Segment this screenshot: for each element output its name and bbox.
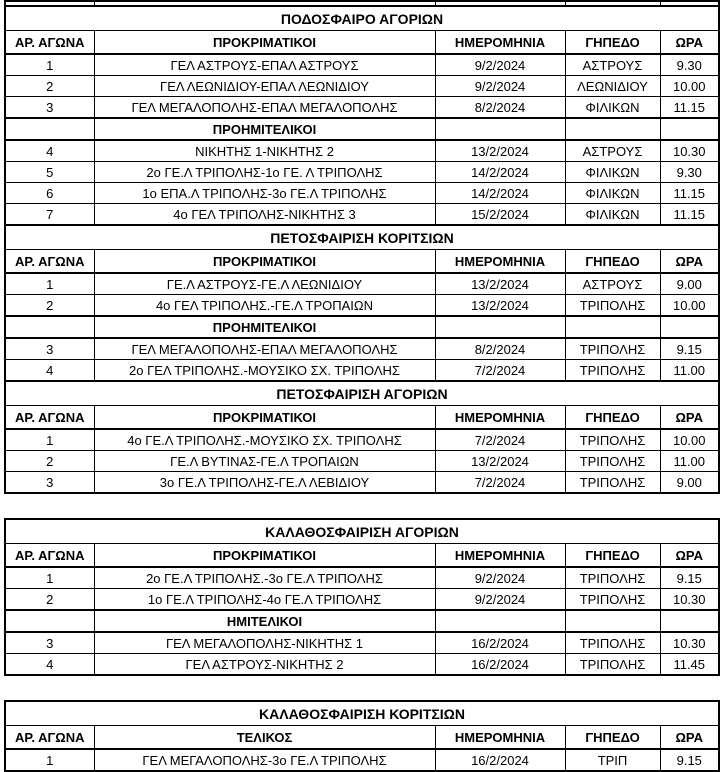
cell-time: 11.00 [660, 451, 719, 472]
cell-venue: ΤΡΙΠΟΛΗΣ [565, 295, 660, 317]
cell-match-no: 7 [5, 204, 94, 226]
col-header-date: ΗΜΕΡΟΜΗΝΙΑ [435, 31, 565, 55]
stage-subheader: ΠΡΟΗΜΙΤΕΛΙΚΟΙ [94, 118, 435, 140]
cell-match-no: 3 [5, 632, 94, 654]
col-header-time: ΩΡΑ [660, 250, 719, 274]
table-row [5, 749, 719, 771]
cell-date: 9/2/2024 [435, 567, 565, 589]
cell-matchup: ΓΕΛ ΑΣΤΡΟΥΣ-ΕΠΑΛ ΑΣΤΡΟΥΣ [94, 54, 435, 76]
col-header-time: ΩΡΑ [660, 544, 719, 568]
cell-venue: ΤΡΙΠΟΛΗΣ [565, 338, 660, 360]
col-header-stage: ΠΡΟΚΡΙΜΑΤΙΚΟΙ [94, 31, 435, 55]
empty-cell [565, 610, 660, 632]
cell-date: 9/2/2024 [435, 76, 565, 97]
col-header-time: ΩΡΑ [660, 406, 719, 430]
column-header-row [5, 31, 719, 55]
col-header-venue: ΓΗΠΕΔΟ [565, 726, 660, 750]
section-title-row [5, 225, 719, 250]
cell-match-no: 4 [5, 360, 94, 382]
cell-date: 16/2/2024 [435, 749, 565, 771]
cell-match-no: 4 [5, 140, 94, 162]
col-header-venue: ΓΗΠΕΔΟ [565, 31, 660, 55]
stage-subheader: ΗΜΙΤΕΛΙΚΟΙ [94, 610, 435, 632]
empty-cell [5, 316, 94, 338]
cell-time: 9.15 [660, 749, 719, 771]
empty-cell [435, 316, 565, 338]
section-title: ΚΑΛΑΘΟΣΦΑΙΡΙΣΗ ΚΟΡΙΤΣΙΩΝ [5, 701, 719, 726]
cell-matchup: ΓΕΛ ΜΕΓΑΛΟΠΟΛΗΣ-ΕΠΑΛ ΜΕΓΑΛΟΠΟΛΗΣ [94, 97, 435, 119]
cell-matchup: 4ο ΓΕΛ ΤΡΙΠΟΛΗΣ.-ΓΕ.Λ ΤΡΟΠΑΙΩΝ [94, 295, 435, 317]
cell-date: 7/2/2024 [435, 472, 565, 494]
cell-matchup: 2ο ΓΕ.Λ ΤΡΙΠΟΛΗΣ-1ο ΓΕ. Λ ΤΡΙΠΟΛΗΣ [94, 162, 435, 183]
section-title-row [5, 381, 719, 406]
col-header-time: ΩΡΑ [660, 726, 719, 750]
col-header-stage: ΠΡΟΚΡΙΜΑΤΙΚΟΙ [94, 250, 435, 274]
table-row [5, 183, 719, 204]
cell-date: 9/2/2024 [435, 54, 565, 76]
cell-venue: ΤΡΙΠΟΛΗΣ [565, 451, 660, 472]
col-header-stage: ΠΡΟΚΡΙΜΑΤΙΚΟΙ [94, 406, 435, 430]
col-header-venue: ΓΗΠΕΔΟ [565, 406, 660, 430]
cell-venue: ΑΣΤΡΟΥΣ [565, 140, 660, 162]
col-header-venue: ΓΗΠΕΔΟ [565, 544, 660, 568]
cell-venue: ΤΡΙΠΟΛΗΣ [565, 654, 660, 676]
column-header-row [5, 406, 719, 430]
column-header-row [5, 250, 719, 274]
empty-cell [565, 316, 660, 338]
cell-time: 10.30 [660, 632, 719, 654]
cell-match-no: 6 [5, 183, 94, 204]
cell-time: 10.00 [660, 76, 719, 97]
cell-venue: ΤΡΙΠ [565, 749, 660, 771]
table-row [5, 338, 719, 360]
cell-date: 13/2/2024 [435, 451, 565, 472]
empty-cell [660, 118, 719, 140]
cell-venue: ΦΙΛΙΚΩΝ [565, 183, 660, 204]
schedule-table [4, 700, 720, 772]
col-header-stage: ΤΕΛΙΚΟΣ [94, 726, 435, 750]
cell-date: 16/2/2024 [435, 632, 565, 654]
table-row [5, 162, 719, 183]
section-title-row [5, 519, 719, 544]
cell-match-no: 1 [5, 749, 94, 771]
section-title: ΠΕΤΟΣΦΑΙΡΙΣΗ ΑΓΟΡΙΩΝ [5, 381, 719, 406]
col-header-date: ΗΜΕΡΟΜΗΝΙΑ [435, 250, 565, 274]
cell-time: 11.15 [660, 97, 719, 119]
cell-matchup: 2ο ΓΕΛ ΤΡΙΠΟΛΗΣ.-ΜΟΥΣΙΚΟ ΣΧ. ΤΡΙΠΟΛΗΣ [94, 360, 435, 382]
cell-match-no: 1 [5, 54, 94, 76]
table-row [5, 429, 719, 451]
cell-venue: ΑΣΤΡΟΥΣ [565, 273, 660, 295]
cell-venue: ΤΡΙΠΟΛΗΣ [565, 632, 660, 654]
cell-matchup: 1ο ΓΕ.Λ ΤΡΙΠΟΛΗΣ-4ο ΓΕ.Λ ΤΡΙΠΟΛΗΣ [94, 589, 435, 611]
cell-date: 14/2/2024 [435, 183, 565, 204]
table-row [5, 54, 719, 76]
empty-cell [5, 118, 94, 140]
cell-time: 9.30 [660, 162, 719, 183]
cell-match-no: 2 [5, 295, 94, 317]
stage-subheader: ΠΡΟΗΜΙΤΕΛΙΚΟΙ [94, 316, 435, 338]
section-title: ΠΟΔΟΣΦΑΙΡΟ ΑΓΟΡΙΩΝ [5, 6, 719, 31]
table-row [5, 204, 719, 226]
cell-matchup: 4ο ΓΕΛ ΤΡΙΠΟΛΗΣ-ΝΙΚΗΤΗΣ 3 [94, 204, 435, 226]
cell-date: 14/2/2024 [435, 162, 565, 183]
col-header-stage: ΠΡΟΚΡΙΜΑΤΙΚΟΙ [94, 544, 435, 568]
col-header-match-no: ΑΡ. ΑΓΩΝΑ [5, 250, 94, 274]
schedule-table [4, 518, 720, 676]
col-header-venue: ΓΗΠΕΔΟ [565, 250, 660, 274]
stage-subheader-row [5, 118, 719, 140]
table-row [5, 472, 719, 494]
cell-matchup: ΓΕΛ ΜΕΓΑΛΟΠΟΛΗΣ-ΝΙΚΗΤΗΣ 1 [94, 632, 435, 654]
col-header-match-no: ΑΡ. ΑΓΩΝΑ [5, 31, 94, 55]
cell-time: 11.45 [660, 654, 719, 676]
col-header-match-no: ΑΡ. ΑΓΩΝΑ [5, 544, 94, 568]
stage-subheader-row [5, 610, 719, 632]
cell-time: 9.00 [660, 273, 719, 295]
cell-matchup: 2ο ΓΕ.Λ ΤΡΙΠΟΛΗΣ.-3ο ΓΕ.Λ ΤΡΙΠΟΛΗΣ [94, 567, 435, 589]
cell-date: 8/2/2024 [435, 97, 565, 119]
cell-venue: ΤΡΙΠΟΛΗΣ [565, 472, 660, 494]
cell-venue: ΦΙΛΙΚΩΝ [565, 97, 660, 119]
cell-matchup: ΓΕΛ ΜΕΓΑΛΟΠΟΛΗΣ-3ο ΓΕ.Λ ΤΡΙΠΟΛΗΣ [94, 749, 435, 771]
cell-venue: ΤΡΙΠΟΛΗΣ [565, 567, 660, 589]
cell-matchup: 3ο ΓΕ.Λ ΤΡΙΠΟΛΗΣ-ΓΕ.Λ ΛΕΒΙΔΙΟΥ [94, 472, 435, 494]
cell-time: 10.00 [660, 429, 719, 451]
col-header-time: ΩΡΑ [660, 31, 719, 55]
table-row [5, 295, 719, 317]
cell-venue: ΦΙΛΙΚΩΝ [565, 204, 660, 226]
section-title-row [5, 6, 719, 31]
cell-match-no: 2 [5, 589, 94, 611]
cell-match-no: 3 [5, 472, 94, 494]
cell-match-no: 2 [5, 76, 94, 97]
empty-cell [5, 610, 94, 632]
table-row [5, 451, 719, 472]
cell-date: 9/2/2024 [435, 589, 565, 611]
cell-date: 13/2/2024 [435, 273, 565, 295]
cell-date: 7/2/2024 [435, 360, 565, 382]
cell-date: 13/2/2024 [435, 295, 565, 317]
cell-match-no: 1 [5, 567, 94, 589]
cell-date: 8/2/2024 [435, 338, 565, 360]
section-title: ΚΑΛΑΘΟΣΦΑΙΡΙΣΗ ΑΓΟΡΙΩΝ [5, 519, 719, 544]
schedule-table [4, 0, 720, 494]
table-row [5, 140, 719, 162]
col-header-date: ΗΜΕΡΟΜΗΝΙΑ [435, 544, 565, 568]
table-row [5, 273, 719, 295]
empty-cell [565, 118, 660, 140]
empty-cell [660, 316, 719, 338]
table-row [5, 589, 719, 611]
schedule-tables [4, 0, 723, 772]
cell-match-no: 4 [5, 654, 94, 676]
cell-matchup: ΓΕΛ ΛΕΩΝΙΔΙΟΥ-ΕΠΑΛ ΛΕΩΝΙΔΙΟΥ [94, 76, 435, 97]
cell-venue: ΤΡΙΠΟΛΗΣ [565, 360, 660, 382]
cell-match-no: 5 [5, 162, 94, 183]
cell-time: 11.15 [660, 204, 719, 226]
cell-venue: ΑΣΤΡΟΥΣ [565, 54, 660, 76]
cell-venue: ΤΡΙΠΟΛΗΣ [565, 589, 660, 611]
empty-cell [435, 610, 565, 632]
section-title-row [5, 701, 719, 726]
cell-matchup: ΓΕΛ ΑΣΤΡΟΥΣ-ΝΙΚΗΤΗΣ 2 [94, 654, 435, 676]
cell-time: 10.00 [660, 295, 719, 317]
column-header-row [5, 544, 719, 568]
cell-venue: ΛΕΩΝΙΔΙΟΥ [565, 76, 660, 97]
cell-time: 9.15 [660, 338, 719, 360]
table-row [5, 97, 719, 119]
empty-cell [435, 118, 565, 140]
cell-time: 10.30 [660, 589, 719, 611]
col-header-match-no: ΑΡ. ΑΓΩΝΑ [5, 406, 94, 430]
cell-date: 16/2/2024 [435, 654, 565, 676]
cell-match-no: 2 [5, 451, 94, 472]
cell-venue: ΦΙΛΙΚΩΝ [565, 162, 660, 183]
cell-match-no: 1 [5, 429, 94, 451]
cell-time: 11.00 [660, 360, 719, 382]
cell-matchup: ΓΕ.Λ ΒΥΤΙΝΑΣ-ΓΕ.Λ ΤΡΟΠΑΙΩΝ [94, 451, 435, 472]
cell-time: 9.30 [660, 54, 719, 76]
cell-date: 13/2/2024 [435, 140, 565, 162]
cell-date: 7/2/2024 [435, 429, 565, 451]
empty-cell [660, 610, 719, 632]
cell-time: 11.15 [660, 183, 719, 204]
cell-matchup: ΓΕ.Λ ΑΣΤΡΟΥΣ-ΓΕ.Λ ΛΕΩΝΙΔΙΟΥ [94, 273, 435, 295]
table-row [5, 567, 719, 589]
cell-time: 9.00 [660, 472, 719, 494]
cell-match-no: 1 [5, 273, 94, 295]
table-row [5, 654, 719, 676]
table-row [5, 76, 719, 97]
cell-time: 9.15 [660, 567, 719, 589]
cell-match-no: 3 [5, 338, 94, 360]
cell-matchup: 4ο ΓΕ.Λ ΤΡΙΠΟΛΗΣ.-ΜΟΥΣΙΚΟ ΣΧ. ΤΡΙΠΟΛΗΣ [94, 429, 435, 451]
col-header-date: ΗΜΕΡΟΜΗΝΙΑ [435, 406, 565, 430]
cell-matchup: ΝΙΚΗΤΗΣ 1-ΝΙΚΗΤΗΣ 2 [94, 140, 435, 162]
cell-matchup: ΓΕΛ ΜΕΓΑΛΟΠΟΛΗΣ-ΕΠΑΛ ΜΕΓΑΛΟΠΟΛΗΣ [94, 338, 435, 360]
table-row [5, 632, 719, 654]
col-header-match-no: ΑΡ. ΑΓΩΝΑ [5, 726, 94, 750]
cell-matchup: 1ο ΕΠΑ.Λ ΤΡΙΠΟΛΗΣ-3ο ΓΕ.Λ ΤΡΙΠΟΛΗΣ [94, 183, 435, 204]
cell-time: 10.30 [660, 140, 719, 162]
section-title: ΠΕΤΟΣΦΑΙΡΙΣΗ ΚΟΡΙΤΣΙΩΝ [5, 225, 719, 250]
col-header-date: ΗΜΕΡΟΜΗΝΙΑ [435, 726, 565, 750]
cell-match-no: 3 [5, 97, 94, 119]
column-header-row [5, 726, 719, 750]
cell-date: 15/2/2024 [435, 204, 565, 226]
stage-subheader-row [5, 316, 719, 338]
table-row [5, 360, 719, 382]
cell-venue: ΤΡΙΠΟΛΗΣ [565, 429, 660, 451]
